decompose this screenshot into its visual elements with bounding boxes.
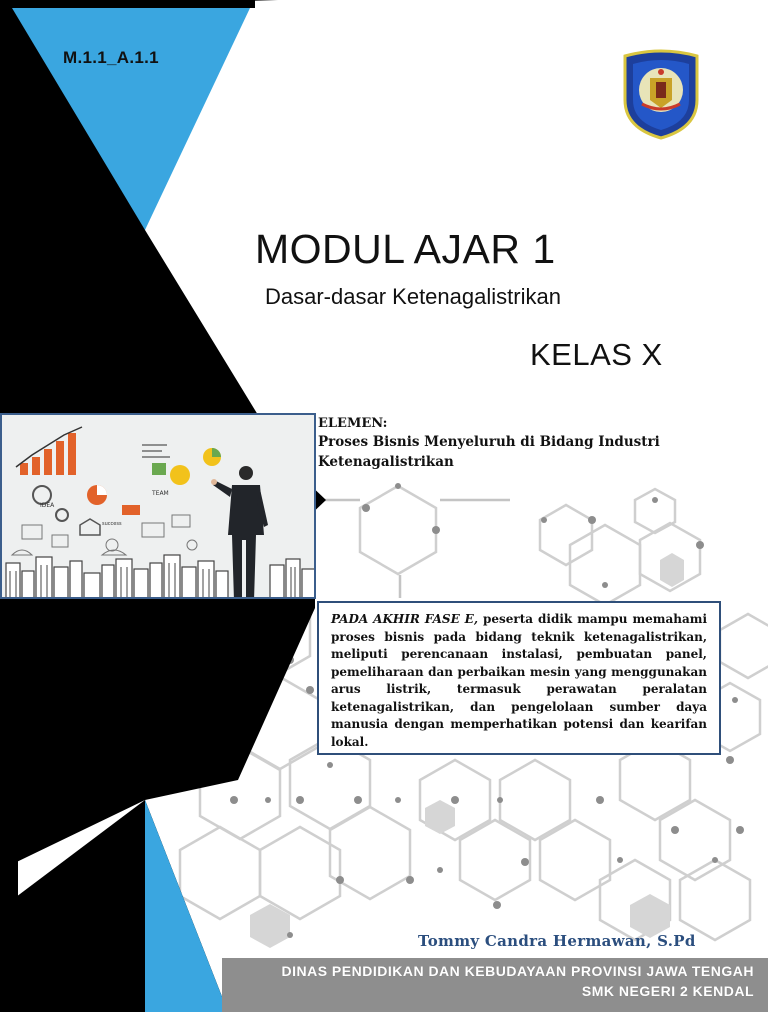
school-crest-icon <box>620 48 702 140</box>
element-heading: ELEMEN: <box>318 416 388 431</box>
chalk-word-team: TEAM <box>152 490 169 497</box>
chalk-word-idea: IDEA <box>40 502 55 509</box>
footer-school: SMK NEGERI 2 KENDAL <box>581 983 754 999</box>
learning-objective-text <box>331 611 707 751</box>
footer-institution: DINAS PENDIDIKAN DAN KEBUDAYAAN PROVINSI JAWA TENGAH <box>281 963 754 979</box>
author-name: Tommy Candra Hermawan, S.Pd <box>418 932 696 950</box>
objective-body: peserta didik mampu memahami proses bisnis pada bidang teknik ketenagalistrikan, meliputi perencanaan instalasi, pembuatan panel, pemeliharaan dan perbaikan mesin yang menggunakan arus listrik, termasuk perawatan peralatan ketenagalistrikan, dan pengelolaan sumber daya manusia dengan memperhatikan potensi dan kearifan lokal. <box>331 612 708 749</box>
footer-band <box>222 958 768 1012</box>
class-label: KELAS X <box>530 337 663 372</box>
objective-lead: PADA AKHIR FASE E, <box>331 612 479 626</box>
cover-photo <box>0 413 316 599</box>
chalk-word-success: success <box>102 521 122 527</box>
businessman-drawing-business-plan-icon <box>2 415 316 599</box>
learning-objective-box <box>317 601 721 755</box>
element-text: Proses Bisnis Menyeluruh di Bidang Industri Ketenagalistrikan <box>318 434 660 470</box>
module-title: MODUL AJAR 1 <box>255 226 556 272</box>
module-code: M.1.1_A.1.1 <box>63 48 159 67</box>
module-subtitle: Dasar-dasar Ketenagalistrikan <box>265 284 561 309</box>
